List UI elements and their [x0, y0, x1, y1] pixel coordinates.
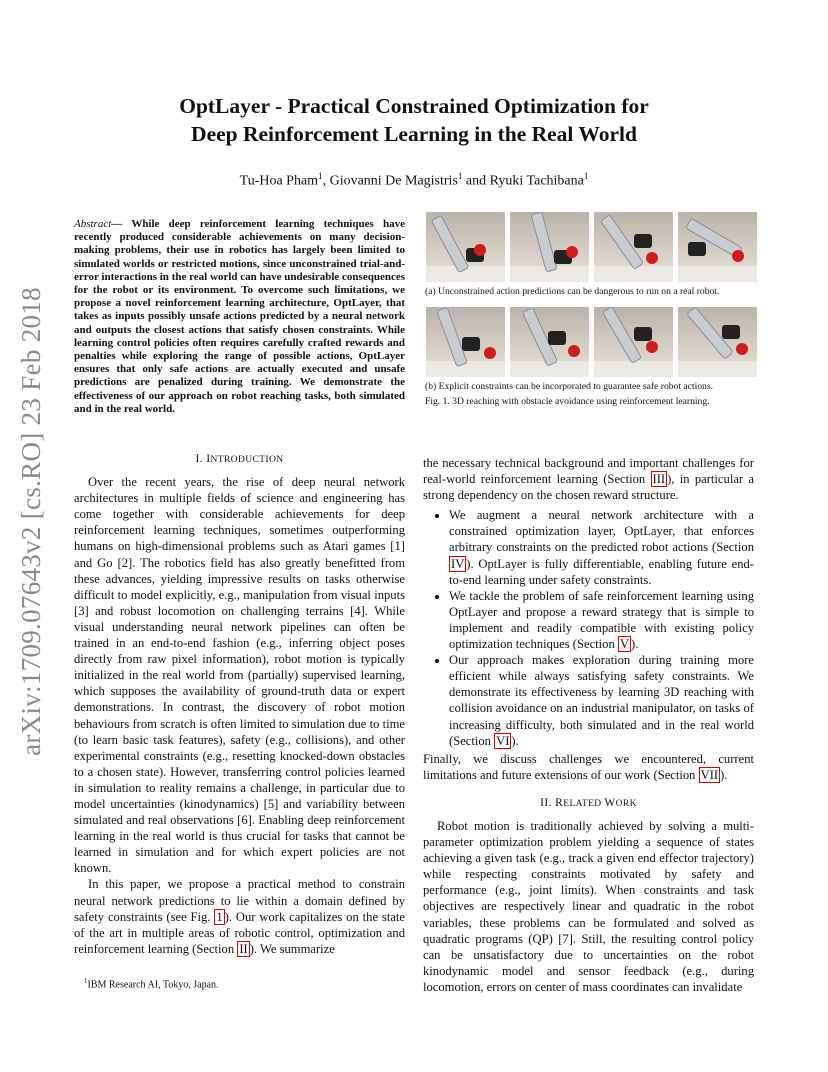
section-reference-link[interactable]: II: [239, 941, 248, 956]
author-1: Tu-Hoa Pham: [239, 173, 319, 189]
right-column-text: [423, 455, 754, 995]
author-list: [0, 171, 828, 190]
abstract-lead: Abstract: [74, 218, 112, 230]
abstract: [74, 218, 405, 416]
title-line-2: Deep Reinforcement Learning in the Real World: [191, 122, 637, 146]
footnote-text: IBM Research AI, Tokyo, Japan.: [87, 979, 219, 991]
author-2: , Giovanni De Magistris: [322, 173, 458, 189]
figure-reference-link[interactable]: 1: [216, 909, 223, 924]
section-heading-related-work: II. RELATED WORK: [540, 796, 637, 809]
author-3: and Ryuki Tachibana: [462, 173, 584, 189]
section-reference-link[interactable]: IV: [451, 556, 465, 571]
robot-photo: [594, 212, 673, 282]
footnote: [84, 977, 219, 990]
figure-1-caption: Fig. 1. 3D reaching with obstacle avoidance using reinforcement learning.: [425, 396, 710, 407]
robot-photo: [510, 212, 589, 282]
robot-photo: [510, 307, 589, 377]
robot-photo: [594, 307, 673, 377]
robot-photo: [678, 212, 757, 282]
contributions-list: [423, 507, 754, 748]
closing-paragraph: Finally, we discuss challenges we encountered, current limitations and future extensions of our work (Section VII ).: [423, 751, 754, 782]
paper-title: [0, 92, 828, 148]
figure-1: [423, 212, 759, 407]
figure-1a-caption: (a) Unconstrained action predictions can be dangerous to run on a real robot.: [425, 286, 720, 297]
arxiv-identifier-text: arXiv:1709.07643v2 [cs.RO] 23 Feb 2018: [15, 286, 46, 756]
introduction-section: [74, 445, 405, 957]
title-line-1: OptLayer - Practical Constrained Optimization for: [179, 94, 649, 118]
figure-1b-caption: (b) Explicit constraints can be incorporated to guarantee safe robot actions.: [425, 381, 713, 392]
footnote-mark: 1: [84, 977, 88, 985]
section-reference-link[interactable]: III: [652, 472, 666, 487]
arxiv-identifier: [17, 286, 45, 756]
figure-1a-photo-strip: [426, 212, 759, 282]
intro-paragraph-2: In this paper, we propose a practical method to constrain neural network predictions to lie within a domain defined by safety constraints (see Fig. 1 ). Our work capitalizes on the state of the art in multiple areas of robotic control, optimization and reinforcement learning (Section II ). We summarize: [74, 877, 405, 956]
section-reference-link[interactable]: V: [619, 637, 630, 652]
affiliation-mark: 1: [457, 171, 463, 181]
abstract-body: — While deep reinforcement learning techniques have recently produced considerable achievements on many decision-making problems, their use in robotics has largely been limited to simulated worlds or restricted motions, since unconstrained trial-and-error interactions in the real world can have undesirable consequences for the robot or its environment. To overcome such limitations, we propose a novel reinforcement learning architecture, OptLayer, that takes as inputs possibly unsafe actions predicted by a neural network and outputs the closest actions that satisfy chosen constraints. While learning control policies often requires carefully crafted rewards and penalties while exploring the range of possible actions, OptLayer ensures that only safe actions are actually executed and unsafe predictions are penalized during training. We demonstrate the effectiveness of our approach on robot reaching tasks, both simulated and in the real world.: [74, 218, 405, 415]
robot-photo: [426, 307, 505, 377]
section-reference-link[interactable]: VI: [496, 733, 510, 748]
figure-1b-photo-strip: [426, 307, 759, 377]
affiliation-mark: 1: [318, 171, 323, 181]
related-work-paragraph-1: Robot motion is traditionally achieved by solving a multi-parameter optimization problem yielding a sequence of states achieving a given task (e.g., track a given end effector trajectory) while respecting constraints motivated by safety and performance (e.g., joint limits). When constraints and task objectives are respectively linear and quadratic in the robot variables, these problems can be formulated and solved as quadratic programs (QP) [7]. Still, the resulting control policy can be unsatisfactory due to uncertainties on the robot kinodynamic model and sensor feedback (e.g., during locomotion, errors on center of mass coordinates can invalidate: [423, 818, 754, 994]
affiliation-mark: 1: [583, 171, 589, 181]
contribution-item: • Our approach makes exploration during training more efficient while always satisfying safety constraints. We demonstrate its effectiveness by learning 3D reaching with collision avoidance on an industrial manipulator, on tasks of increasing difficulty, both simulated and in the real world (Section VI ).: [449, 652, 754, 749]
intro-paragraph-1: Over the recent years, the rise of deep neural network architectures in multiple fields of science and engineering has come together with considerable achievements for deep reinforcement learning techniques, sometimes outperforming humans on high-dimensional problems such as Atari games [1] and Go [2]. The robotics field has also greatly benefitted from these advances, yielding impressive results on tasks otherwise difficult to model explicitly, e.g., manipulation from visual inputs [3] and robust locomotion on challenging terrains [4]. While visual understanding neural network pipelines can often be trained in an end-to-end fashion (e.g., inferring object poses directly from raw pixel information), robot motion is typically initialized in the real world from (partially) supervised learning, which supposes the availability of ground-truth data or expert demonstrations. In contrast, the discovery of robot motion behaviours from scratch is often limited to simulation due to time (to learn basic task features), safety (e.g., collisions), and other experimental constraints (e.g., resetting knocked-down obstacles to a chosen state). However, transferring control policies learned in simulation to reality remains a challenge, in particular due to model uncertainties (kinodynamics) [5] and variability between simulated and real observations [6]. Enabling deep reinforcement learning in the real world is thus crucial for tasks that cannot be learned in simulation and for which expert policies are not known.: [74, 475, 405, 876]
section-heading-introduction: I. INTRODUCTION: [195, 453, 284, 465]
contributions-intro-paragraph: the necessary technical background and important challenges for real-world reinforcement learning (Section III ), in particular a strong dependency on the chosen reward structure.: [423, 456, 754, 503]
contribution-item: • We augment a neural network architecture with a constrained optimization layer, OptLayer, that enforces arbitrary constraints on the predicted robot actions (Section IV ). OptLayer is fully differentiable, enabling future end-to-end learning under safety constraints.: [449, 507, 754, 587]
contribution-item: • We tackle the problem of safe reinforcement learning using OptLayer and propose a reward strategy that is simple to implement and readily compatible with existing policy optimization techniques (Section V ).: [449, 588, 754, 652]
robot-photo: [678, 307, 757, 377]
section-reference-link[interactable]: VII: [700, 767, 719, 782]
robot-photo: [426, 212, 505, 282]
